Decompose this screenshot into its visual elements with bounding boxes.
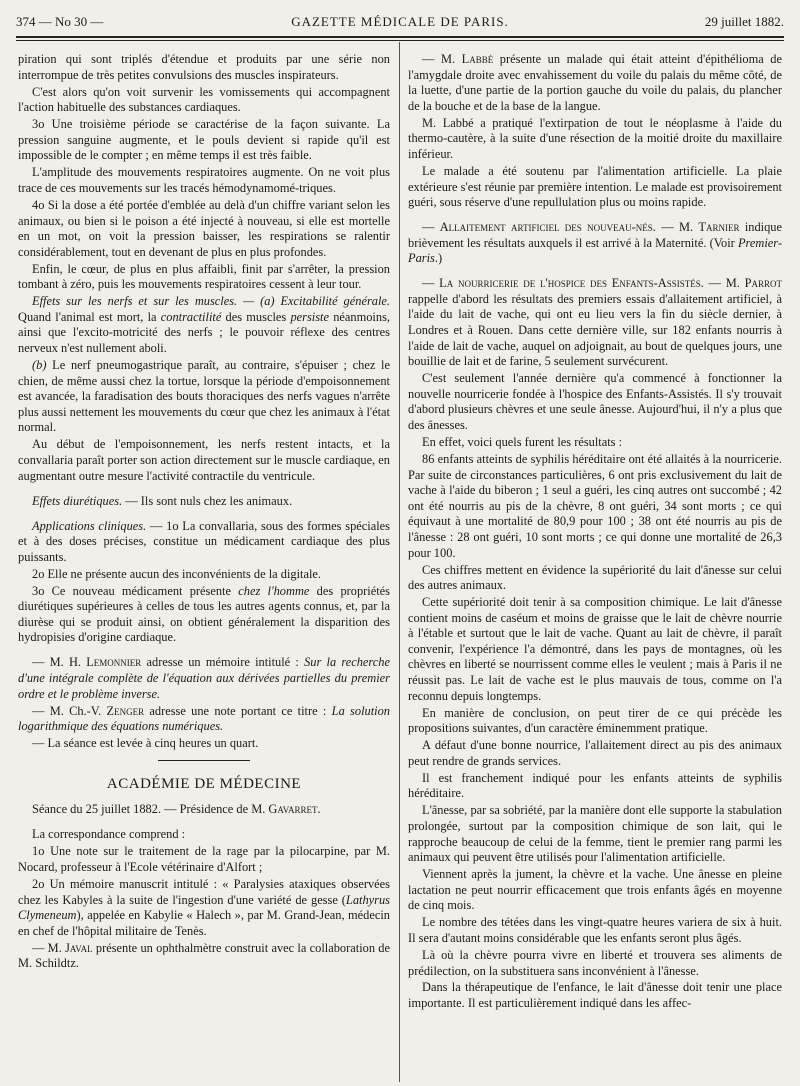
- paragraph: Il est franchement indiqué pour les enfants atteints de syphilis héréditaire.: [408, 770, 782, 801]
- text-run: des propriétés diurétiques supérieures à celles de tous les autres agents connus, et, par la diurèse qui se produit ainsi, on obtient généralement la disparition des hydropisies d'origine cardiaque.: [18, 583, 390, 645]
- subheading: Applications cliniques.: [32, 518, 147, 533]
- spacer: [18, 486, 390, 494]
- paragraph: 1o Une note sur le traitement de la rage par la pilocarpine, par M. Nocard, professeur à l'Ecole vétérinaire d'Alfort ;: [18, 844, 390, 874]
- text-run: 2o Un mémoire manuscrit intitulé : « Paralysies ataxiques observées chez les Kabyles à la suite de l'ingestion d'une variété de gesse (: [18, 876, 390, 907]
- paragraph: L'ânesse, par sa sobriété, par la manière dont elle supporte la stabulation prolongée, surtout par la composition chimique de son lait, qui le rapproche beaucoup de celui de la femme, tient le premier rang parmi les animaux qui peuvent être utilisés pour l'alimentation artificielle.: [408, 803, 782, 865]
- text-run: — Ils sont nuls chez les animaux.: [122, 493, 293, 508]
- paragraph: [18, 655, 390, 702]
- emphasis: Premier-Paris: [408, 235, 782, 266]
- author-name: Lemonnier: [86, 655, 142, 670]
- section-rule: [158, 760, 250, 761]
- section-heading: La nourricerie de l'hospice des Enfants-Assistés: [439, 276, 701, 291]
- author-name: Parrot: [744, 276, 782, 291]
- right-column: [408, 52, 782, 1082]
- emphasis: Sur la recherche d'une intégrale complète de l'équation aux dérivées partielles du premier ordre et le problème inverse.: [18, 655, 390, 701]
- paragraph: Viennent après la jument, la chèvre et la vache. Une ânesse en pleine lactation ne peut nourrir efficacement que trois enfants âgés en moyenne de cinq mois.: [408, 867, 782, 913]
- subheading: Effets sur les nerfs et sur les muscles. — (a) Excitabilité générale.: [32, 294, 390, 309]
- text-run: Séance du 25 juillet 1882. — Présidence de M.: [32, 802, 269, 817]
- paragraph: [18, 294, 390, 356]
- subheading: Effets diurétiques.: [32, 493, 123, 508]
- text-run: rappelle d'abord les résultats des premiers essais d'allaitement artificiel, à l'aide du lait de vache, qui ont eu lieu vers la fin du siècle dernier, à Londres et à Rouen. Dans cette dernière ville, sur 182 enfants nourris à l'aide de lait de vache, auquel on adjoignait, au bout de quelques jours, une bouillie de lait et de farine, 5 seulement survécurent.: [408, 291, 782, 369]
- journal-title: GAZETTE MÉDICALE DE PARIS.: [291, 14, 509, 29]
- paragraph: Ces chiffres mettent en évidence la supériorité du lait d'ânesse sur celui des autres animaux.: [408, 562, 782, 593]
- author-name: Labbé: [461, 52, 494, 66]
- text-run: présente un malade qui était atteint d'épithélioma de l'amygdale droite avec envahissement du voile du palais du même côté, de la luette, d'une partie de la portion gauche du voile du palais, du plancher de la bouche et de la base de la langue.: [408, 52, 782, 113]
- paragraph: [18, 584, 390, 646]
- paragraph: 4o Si la dose a été portée d'emblée au delà d'un chiffre variant selon les animaux, ou bien si le poison a été injecté à nouveau, si elle est mortelle en un mot, on voit la pression baisser, les respirations se ralentir considérablement, tout en devenant de plus en plus profondes.: [18, 197, 390, 259]
- page-header: [16, 12, 784, 32]
- text-run: néanmoins, ainsi que l'excito-motricité des nerfs ; le pouvoir réflexe des centres nerveux n'est nullement aboli.: [18, 309, 390, 356]
- spacer: [18, 511, 390, 519]
- column-divider: [399, 42, 400, 1082]
- emphasis: Lathyrus Clymeneum: [18, 892, 390, 923]
- text-run: ), appelée en Kabylie « Halech », par M. Grand-Jean, médecin en chef de l'hôpital militaire de Tenès.: [18, 908, 390, 938]
- text-run: —: [422, 220, 440, 235]
- text-run: .): [434, 251, 443, 266]
- paragraph: Dans la thérapeutique de l'enfance, le lait d'ânesse doit tenir une place importante. Il est particulièrement indiqué dans les affec-: [408, 980, 782, 1011]
- paragraph: [408, 52, 782, 114]
- emphasis: contractilité: [160, 309, 222, 324]
- paragraph: [18, 877, 390, 939]
- session-line: [18, 802, 390, 818]
- issue-date: 29 juillet 1882.: [704, 14, 784, 29]
- paragraph: M. Labbé a pratiqué l'extirpation de tout le néoplasme à l'aide du thermo-cautère, à la suite d'une résection de la moitié droite du maxillaire inférieur.: [408, 115, 782, 161]
- text-run: Le nerf pneumogastrique paraît, au contraire, s'épuiser ; chez le chien, de même aussi chez la tortue, lorsque la période d'empoisonnement est avancée, la faradisation des bouts thoraciques des nerfs vagues n'arrête plus aussi nettement les mouvements du cœur que chez les animaux à l'état normal.: [18, 358, 390, 435]
- author-name: Tarnier: [698, 220, 740, 235]
- text-run: . — M.: [652, 220, 699, 235]
- president-name: Gavarret: [268, 802, 318, 817]
- emphasis: persiste: [290, 309, 329, 324]
- text-run: — M. H.: [32, 655, 87, 670]
- spacer: [18, 647, 390, 655]
- paragraph: 86 enfants atteints de syphilis héréditaire ont été allaités à la nourricerie. Par suite de circonstances particulières, 6 ont pris exclusivement du lait de vache à l'aide du biberon ; 1 seul a guéri, les cinq autres ont succombé ; 42 ont été nourris au pis de la chèvre, 8 ont guéri, 34 sont morts ; ce qui équivaut à une mortalité de 80,9 pour 100 ; 38 ont été nourris au pis de l'ânesse : 28 ont guéri, 10 sont morts ; ce qui donne une mortalité de 26,3 pour 100.: [408, 451, 782, 560]
- paragraph: [18, 519, 390, 566]
- text-run: .: [317, 802, 321, 817]
- text-run: 3o Ce nouveau médicament présente: [32, 583, 239, 598]
- text-run: . — M.: [700, 276, 745, 291]
- text-run: indique brièvement les résultats auxquels il est arrivé à la Maternité. (Voir: [408, 220, 782, 250]
- paragraph: A défaut d'une bonne nourrice, l'allaitement direct au pis des animaux peut rendre de grands services.: [408, 738, 782, 768]
- paragraph: Là où la chèvre pourra vivre en liberté et trouvera ses aliments de prédilection, on la substituera sans inconvénient à l'ânesse.: [408, 947, 782, 978]
- emphasis: La solution logarithmique des équations numériques.: [18, 703, 390, 734]
- author-name: Zenger: [106, 703, 145, 718]
- text-run: Quand l'animal est mort, la: [18, 309, 161, 324]
- paragraph: En effet, voici quels furent les résultats :: [422, 435, 623, 449]
- author-name: Javal: [65, 940, 93, 955]
- paragraph: En manière de conclusion, on peut tirer de ce qui précède les propositions suivantes, d'un caractère éminemment pratique.: [408, 705, 782, 736]
- text-run: adresse un mémoire intitulé :: [141, 655, 305, 670]
- text-run: adresse une note portant ce titre :: [144, 703, 332, 718]
- header-rule: [16, 36, 784, 41]
- paragraph: piration qui sont triplés d'étendue et produits par une série non interrompue de très petites convulsions des muscles inspirateurs.: [18, 52, 390, 82]
- paragraph: — La séance est levée à cinq heures un quart.: [32, 736, 259, 751]
- spacer: [18, 819, 390, 827]
- paragraph: L'amplitude des mouvements respiratoires augmente. On ne voit plus trace de ces mouvements sur les tracés hémodynamomé-triques.: [18, 165, 390, 195]
- section-title: ACADÉMIE DE MÉDECINE: [106, 775, 302, 792]
- paragraph: Cette supériorité doit tenir à sa composition chimique. Le lait d'ânesse contient moins de caséum et moins de graisse que le lait de chèvre nourrie à l'étable et surtout que le lait de vache. Quant au lait de chèvre, il paraît convenir, l'expérience l'a démontré, dans les pays de montagnes, où les chèvres en liberté se nourrissent comme elles le veulent ; mais à Paris il ne réussit pas. Le lait de vache est le plus mauvais de tous, comme on l'a reconnu depuis longtemps.: [408, 595, 782, 703]
- paragraph: Le malade a été soutenu par l'alimentation artificielle. La plaie extérieure s'est réunie par première intention. Le malade est provisoirement guéri, sous réserve d'une repullulation plus ou moins rapide.: [408, 163, 782, 210]
- paragraph: C'est alors qu'on voit survenir les vomissements qui accompagnent l'action habituelle des substances cardiaques.: [18, 84, 390, 115]
- paragraph: [18, 358, 390, 436]
- emphasis: chez l'homme: [238, 583, 310, 598]
- subheading: (b): [32, 358, 47, 373]
- spacer: [408, 212, 782, 220]
- text-run: — M.: [32, 940, 66, 955]
- section-heading: Allaitement artificiel des nouveau-nés: [439, 220, 653, 235]
- paragraph: Le nombre des tétées dans les vingt-quatre heures variera de six à huit. Il sera d'autant moins considérable que les enfants seront plus âgés.: [408, 915, 782, 945]
- text-run: —: [422, 276, 440, 291]
- text-run: — M.: [422, 52, 462, 66]
- paragraph: La correspondance comprend :: [32, 827, 186, 842]
- text-run: des muscles: [221, 309, 291, 324]
- paragraph: Enfin, le cœur, de plus en plus affaibli, finit par s'arrêter, la pression tombant à zéro, puis les mouvements respiratoires cessent à leur tour.: [18, 261, 390, 292]
- paragraph: [18, 941, 390, 972]
- paragraph: [18, 704, 390, 735]
- left-column: [18, 52, 390, 1082]
- paragraph: [408, 276, 782, 370]
- paragraph: [18, 494, 390, 510]
- paragraph: C'est seulement l'année dernière qu'a commencé à fonctionner la nouvelle nourricerie fondée à l'hospice des Enfants-Assistés. Il s'y trouvait d'abord plusieurs chèvres et une seule ânesse. Aujourd'hui, il n'y a plus que des ânesses.: [408, 371, 782, 433]
- spacer: [408, 268, 782, 276]
- text-run: — M. Ch.-V.: [32, 703, 107, 718]
- text-run: — 1o La convallaria, sous des formes spéciales et à des doses précises, constitue un médicament cardiaque des plus puissants.: [18, 518, 390, 564]
- text-run: présente un ophthalmètre construit avec la collaboration de M. Schildtz.: [18, 940, 390, 971]
- paragraph: 3o Une troisième période se caractérise de la façon suivante. La pression sanguine augmente, et le pouls devient si rapide qu'il est impossible de le compter ; en même temps il est très faible.: [18, 117, 390, 163]
- paragraph: [408, 220, 782, 267]
- paragraph: 2o Elle ne présente aucun des inconvénients de la digitale.: [32, 566, 322, 581]
- paragraph: Au début de l'empoisonnement, les nerfs restent intacts, et la convallaria paraît porter son action directement sur le muscle cardiaque, en augmentant outre mesure l'activité contractile du ventricule.: [18, 437, 390, 483]
- page-number: 374 — No 30 —: [16, 14, 104, 29]
